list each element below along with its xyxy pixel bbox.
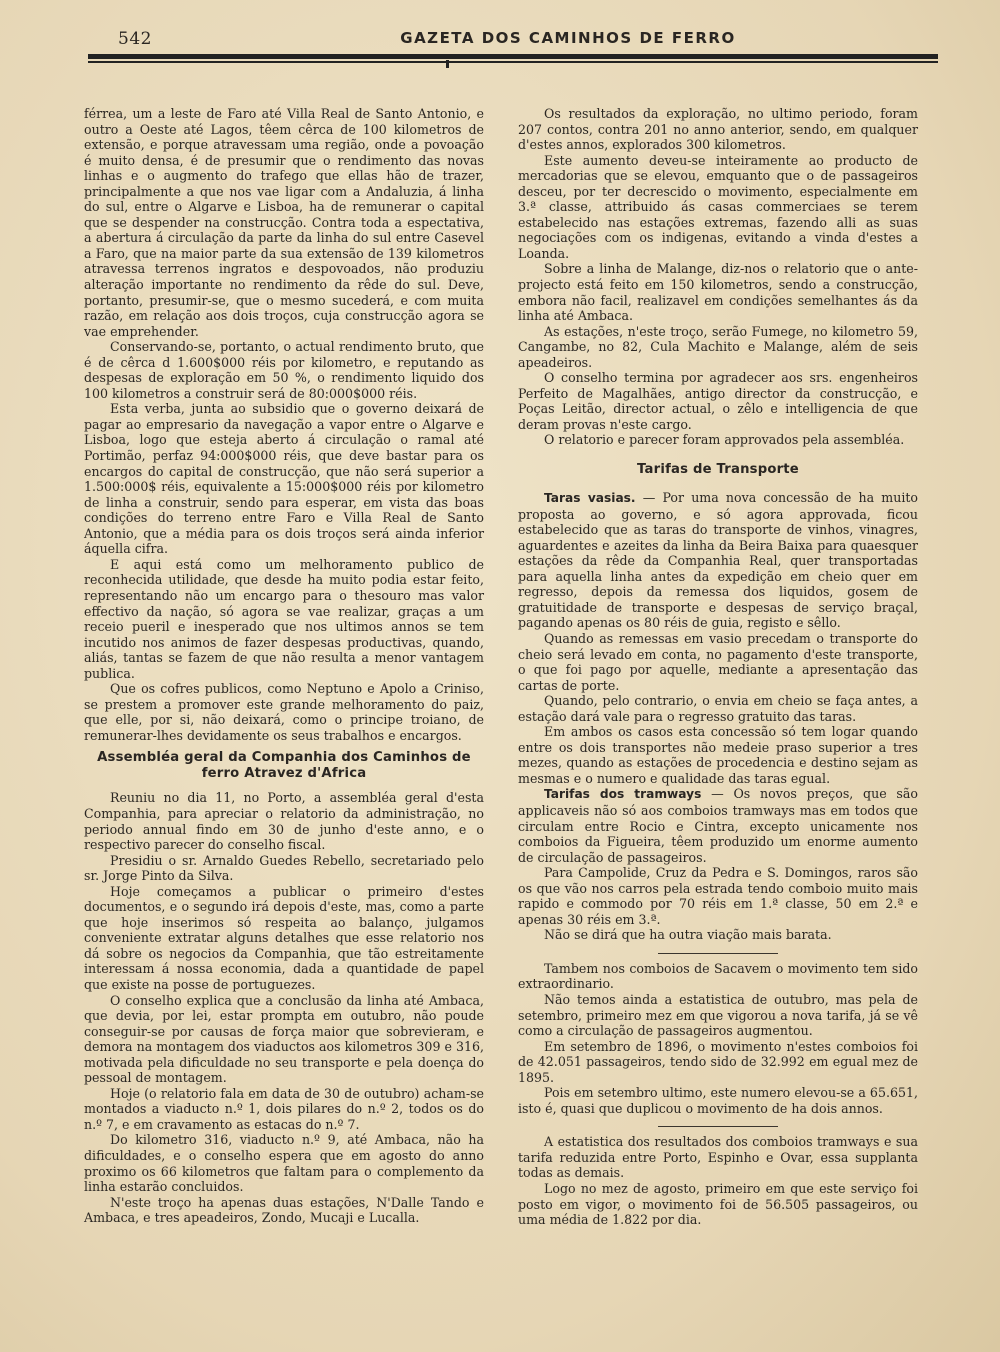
paragraph: Hoje (o relatorio fala em data de 30 de outubro) acham-se montados a viaducto n.º 1, dois pilares do n.º 2, todos os do n.º 7, e em cravamento as estacas do n.º 7. [84,1085,484,1132]
paragraph [518,490,918,631]
header-rule-notch [446,60,449,68]
paragraph: N'este troço ha apenas duas estações, N'Dalle Tando e Ambaca, e tres apeadeiros, Zondo, Mucaji e Lucalla. [84,1194,484,1226]
paragraph: Que os cofres publicos, como Neptuno e Apolo a Criniso, se prestem a promover este grande melhoramento do paiz, que elle, por si, não deixará, como o principe troiano, de remunerar-lhes devidamente os seus trabalhos e encargos. [84,681,484,743]
section-heading: Assembléa geral da Companhia dos Caminhos de ferro Atravez d'Africa [97,750,471,782]
page-header [88,26,938,50]
paragraph-text: — Por uma nova concessão de ha muito proposta ao governo, e só agora approvada, ficou estabelecido que as taras do transporte de vinhos, vinagres, aguardentes e azeites da linha da Beira Baixa para quaesquer estações da rêde da Companhia Real, quer transportadas para aquella linha antes da expedição em cheio quer em regresso, depois da remessa dos liquidos, gosem de gratuitidade de transporte e despesas de serviço braçal, pagando apenas os 80 réis de guia, registo e sêllo. [518,490,918,631]
section-divider [658,1126,778,1127]
paragraph: Reuniu no dia 11, no Porto, a assembléa geral d'esta Companhia, para apreciar o relatorio da administração, no periodo annual findo em 30 de junho d'este anno, e o respectivo parecer do conselho fiscal. [84,790,484,853]
page-number: 542 [118,29,152,49]
section-divider [658,953,778,954]
paragraph: Tambem nos comboios de Sacavem o movimento tem sido extraordinario. [518,960,918,992]
paragraph: Em setembro de 1896, o movimento n'estes comboios foi de 42.051 passageiros, tendo sido de 32.992 em egual mez de 1895. [518,1038,918,1085]
paragraph: Quando, pelo contrario, o envia em cheio se faça antes, a estação dará vale para o regresso gratuito das taras. [518,693,918,724]
paragraph: Logo no mez de agosto, primeiro em que este serviço foi posto em vigor, o movimento foi de 56.505 passageiros, ou uma média de 1.822 por dia. [518,1181,918,1228]
paragraph: O conselho termina por agradecer aos srs. engenheiros Perfeito de Magalhães, antigo director da construcção, e Poças Leitão, director actual, o zêlo e intelligencia de que deram provas n'este cargo. [518,370,918,432]
paragraph: Os resultados da exploração, no ultimo periodo, foram 207 contos, contra 201 no anno anterior, sendo, em qualquer d'estes annos, explorados 300 kilometros. [518,106,918,153]
paragraph: Esta verba, junta ao subsidio que o governo deixará de pagar ao empresario da navegação a vapor entre o Algarve e Lisboa, logo que esteja aberto á circulação o ramal até Portimão, perfaz 94:000$000 réis, que deve bastar para os encargos do capital de construcção, que não será superior a 1.500:000$ réis, equivalente a 15:000$000 réis por kilometro de linha a construir, sendo para esperar, em vista das boas condições do terreno entre Faro e Villa Real de Santo Antonio, que a média para os dois troços será ainda inferior áquella cifra. [84,401,484,557]
header-rule [88,54,938,59]
paragraph: Não temos ainda a estatistica de outubro, mas pela de setembro, primeiro mez em que vigorou a nova tarifa, já se vê como a circulação de passageiros augmentou. [518,991,918,1039]
paragraph: O conselho explica que a conclusão da linha até Ambaca, que devia, por lei, estar prompta em outubro, não poude conseguir-se por causas de força maior que sobrevieram, e demora na montagem dos viaductos aos kilometros 309 e 316, motivada pela dificuldade no seu transporte e pela doença do pessoal de montagem. [84,992,484,1086]
paragraph: Este aumento deveu-se inteiramente ao producto de mercadorias que se elevou, emquanto que o de passageiros desceu, por ter decrescido o movimento, especialmente em 3.ª classe, attribuido ás casas commerciaes se terem estabelecido nas estações extremas, fazendo alli as suas negociações com os indigenas, evitando a vinda d'estes a Loanda. [518,152,918,261]
paragraph: Sobre a linha de Malange, diz-nos o relatorio que o ante-projecto está feito em 150 kilometros, sendo a construcção, embora não facil, realizavel em condições semelhantes ás da linha até Ambaca. [518,261,918,324]
publication-title: GAZETA DOS CAMINHOS DE FERRO [400,29,736,47]
left-column [84,106,484,1226]
paragraph: Em ambos os casos esta concessão só tem logar quando entre os dois transportes não medeie praso superior a tres mezes, quando as estações de procedencia e destino sejam as mesmas e o numero e qualidade das taras egual. [518,724,918,786]
paragraph: Conservando-se, portanto, o actual rendimento bruto, que é de cêrca d 1.600$000 réis por kilometro, e reputando as despesas de exploração em 50 %, o rendimento liquido dos 100 kilometros a construir será de 80:000$000 réis. [84,339,484,401]
paragraph: Não se dirá que ha outra viação mais barata. [544,927,832,943]
paragraph: Pois em setembro ultimo, este numero elevou-se a 65.651, isto é, quasi que duplicou o movimento de ha dois annos. [518,1085,918,1116]
paragraph: As estações, n'este troço, serão Fumege, no kilometro 59, Cangambe, no 82, Cula Machito e Malange, além de seis apeadeiros. [518,323,918,370]
paragraph: O relatorio e parecer foram approvados pela assembléa. [544,432,905,448]
paragraph-text: — Os novos preços, que são applicaveis não só aos comboios tramways mas em todos que circulam entre Rocio e Cintra, excepto unicamente nos comboios da Figueira, têem produzido um enorme aumento de circulação de passageiros. [518,786,918,865]
paragraph: férrea, um a leste de Faro até Villa Real de Santo Antonio, e outro a Oeste até Lagos, têem cêrca de 100 kilometros de extensão, e porque atravessam uma região, onde a povoação é muito densa, é de presumir que o rendimento das novas linhas e o augmento do trafego que ellas hão de trazer, principalmente a que nos vae ligar com a Andaluzia, á linha do sul, entre o Algarve e Lisboa, ha de remunerar o capital que se despender na construcção. Contra toda a espectativa, a abertura á circulação da parte da linha do sul entre Casevel a Faro, que na maior parte da sua extensão de 139 kilometros atravessa terrenos ingratos e despovoados, não produziu alteração importante no rendimento da rêde do sul. Deve, portanto, presumir-se, que o mesmo sucederá, e com muita razão, em relação aos dois troços, cuja construcção agora se vae emprehender. [84,106,484,339]
paragraph: E aqui está como um melhoramento publico de reconhecida utilidade, que desde ha muito podia estar feito, representando não um encargo para o thesouro mas valor effectivo da nação, só agora se vae realizar, graças a um receio pueril e inesperado que nos ultimos annos se tem incutido nos animos de fazer despesas productivas, quando, aliás, tantas se fazem de que não resulta a menor vantagem publica. [84,556,484,681]
right-column [518,106,918,1228]
header-rule-thin [88,61,938,63]
run-in-heading: Taras vasias. [544,491,636,506]
section-heading: Tarifas de Transporte [637,462,799,478]
paragraph: Para Campolide, Cruz da Pedra e S. Domingos, raros são os que vão nos carros pela estrada tendo comboio muito mais rapido e commodo por 70 réis em 1.ª classe, 50 em 2.ª e apenas 30 réis em 3.ª. [518,865,918,927]
paragraph: A estatistica dos resultados dos comboios tramways e sua tarifa reduzida entre Porto, Espinho e Ovar, essa supplanta todas as demais. [518,1134,918,1181]
paragraph: Quando as remessas em vasio precedam o transporte do cheio será levado em conta, no pagamento d'este transporte, o que foi pago por aquelle, mediante a apresentação das cartas de porte. [518,630,918,693]
paragraph: Do kilometro 316, viaducto n.º 9, até Ambaca, não ha dificuldades, e o conselho espera que em agosto do anno proximo os 66 kilometros que faltam para o complemento da linha estarão concluidos. [84,1132,484,1195]
paragraph: Presidiu o sr. Arnaldo Guedes Rebello, secretariado pelo sr. Jorge Pinto da Silva. [84,852,484,884]
paragraph [518,786,918,865]
run-in-heading: Tarifas dos tramways [544,787,702,802]
paragraph: Hoje começamos a publicar o primeiro d'estes documentos, e o segundo irá depois d'este, mas, como a parte que hoje inserimos só respeita ao balanço, julgamos conveniente extratar alguns detalhes que esse relatorio nos dá sobre os negocios da Companhia, que tão estreitamente interessam á nossa economia, dada a quantidade de papel que existe na posse de portuguezes. [84,883,484,992]
